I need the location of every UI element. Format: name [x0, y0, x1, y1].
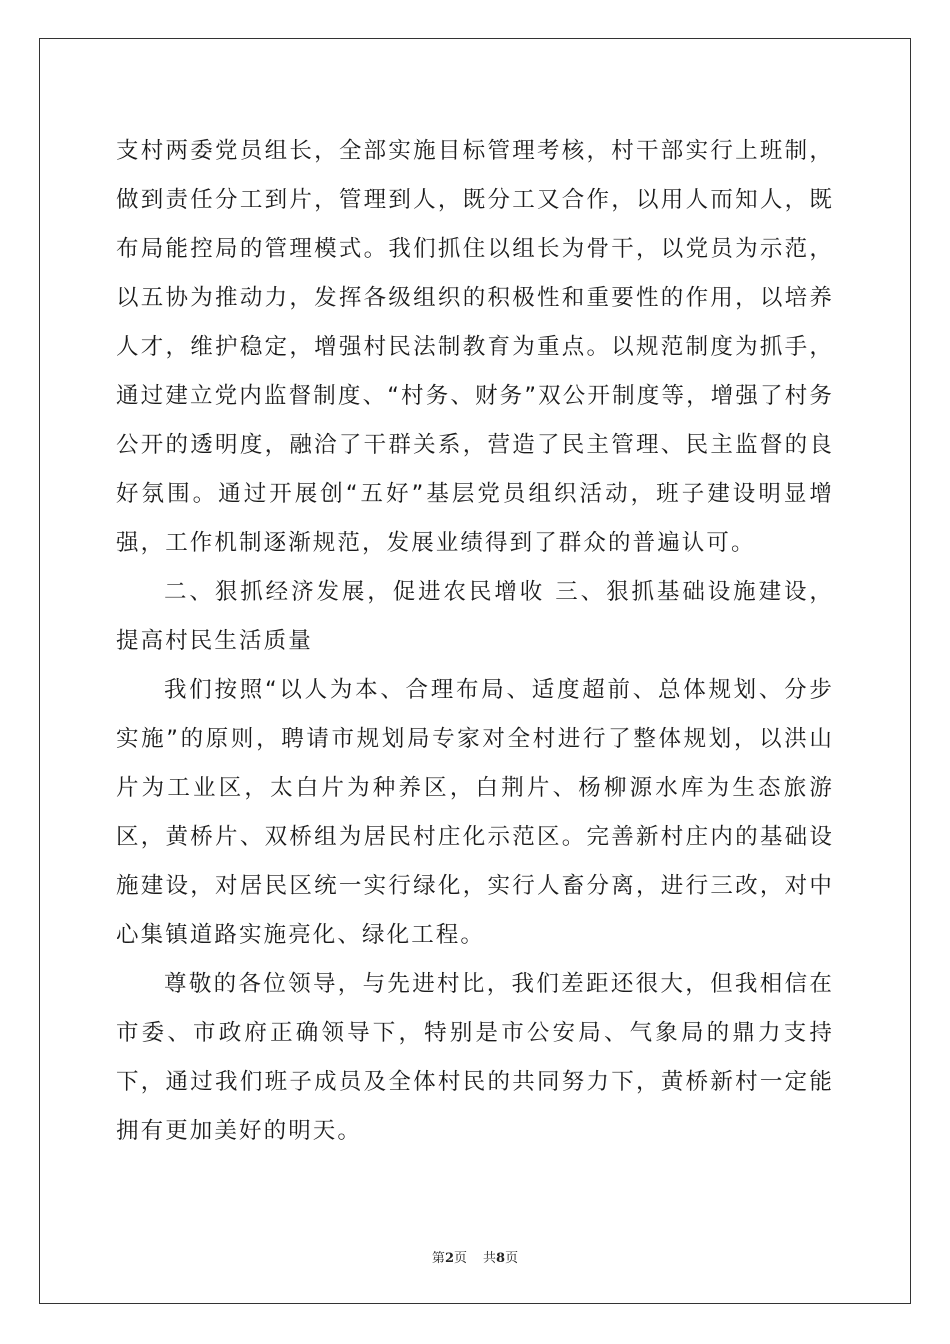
page-suffix: 页	[453, 1251, 467, 1266]
page-prefix: 第	[431, 1251, 445, 1266]
page-footer	[0, 1247, 950, 1266]
total-prefix: 共	[483, 1251, 497, 1266]
page-number: 2	[444, 1251, 454, 1266]
total-suffix: 页	[505, 1251, 519, 1266]
total-pages: 8	[496, 1251, 506, 1266]
paragraph-4: 尊敬的各位领导，与先进村比，我们差距还很大，但我相信在市委、市政府正确领导下，特别是市公安局、气象局的鼎力支持下，通过我们班子成员及全体村民的共同努力下，黄桥新村一定能拥有更加美好的明天。	[116, 971, 834, 1144]
paragraph-2: 二、狠抓经济发展，促进农民增收 三、狠抓基础设施建设，提高村民生活质量	[116, 579, 834, 654]
paragraph-3: 我们按照“以人为本、合理布局、适度超前、总体规划、分步实施”的原则，聘请市规划局专家对全村进行了整体规划，以洪山片为工业区，太白片为种养区，白荆片、杨柳源水库为生态旅游区，黄桥片、双桥组为居民村庄化示范区。完善新村庄内的基础设施建设，对居民区统一实行绿化，实行人畜分离，进行三改，对中心集镇道路实施亮化、绿化工程。	[116, 677, 834, 948]
paragraph-1: 支村两委党员组长，全部实施目标管理考核，村干部实行上班制，做到责任分工到片，管理到人，既分工又合作，以用人而知人，既布局能控局的管理模式。我们抓住以组长为骨干，以党员为示范，以五协为推动力，发挥各级组织的积极性和重要性的作用，以培养人才，维护稳定，增强村民法制教育为重点。以规范制度为抓手，通过建立党内监督制度、“村务、财务”双公开制度等，增强了村务公开的透明度，融洽了干群关系，营造了民主管理、民主监督的良好氛围。通过开展创“五好”基层党员组织活动，班子建设明显增强，工作机制逐渐规范，发展业绩得到了群众的普遍认可。	[116, 138, 834, 556]
document-body	[116, 127, 834, 1156]
